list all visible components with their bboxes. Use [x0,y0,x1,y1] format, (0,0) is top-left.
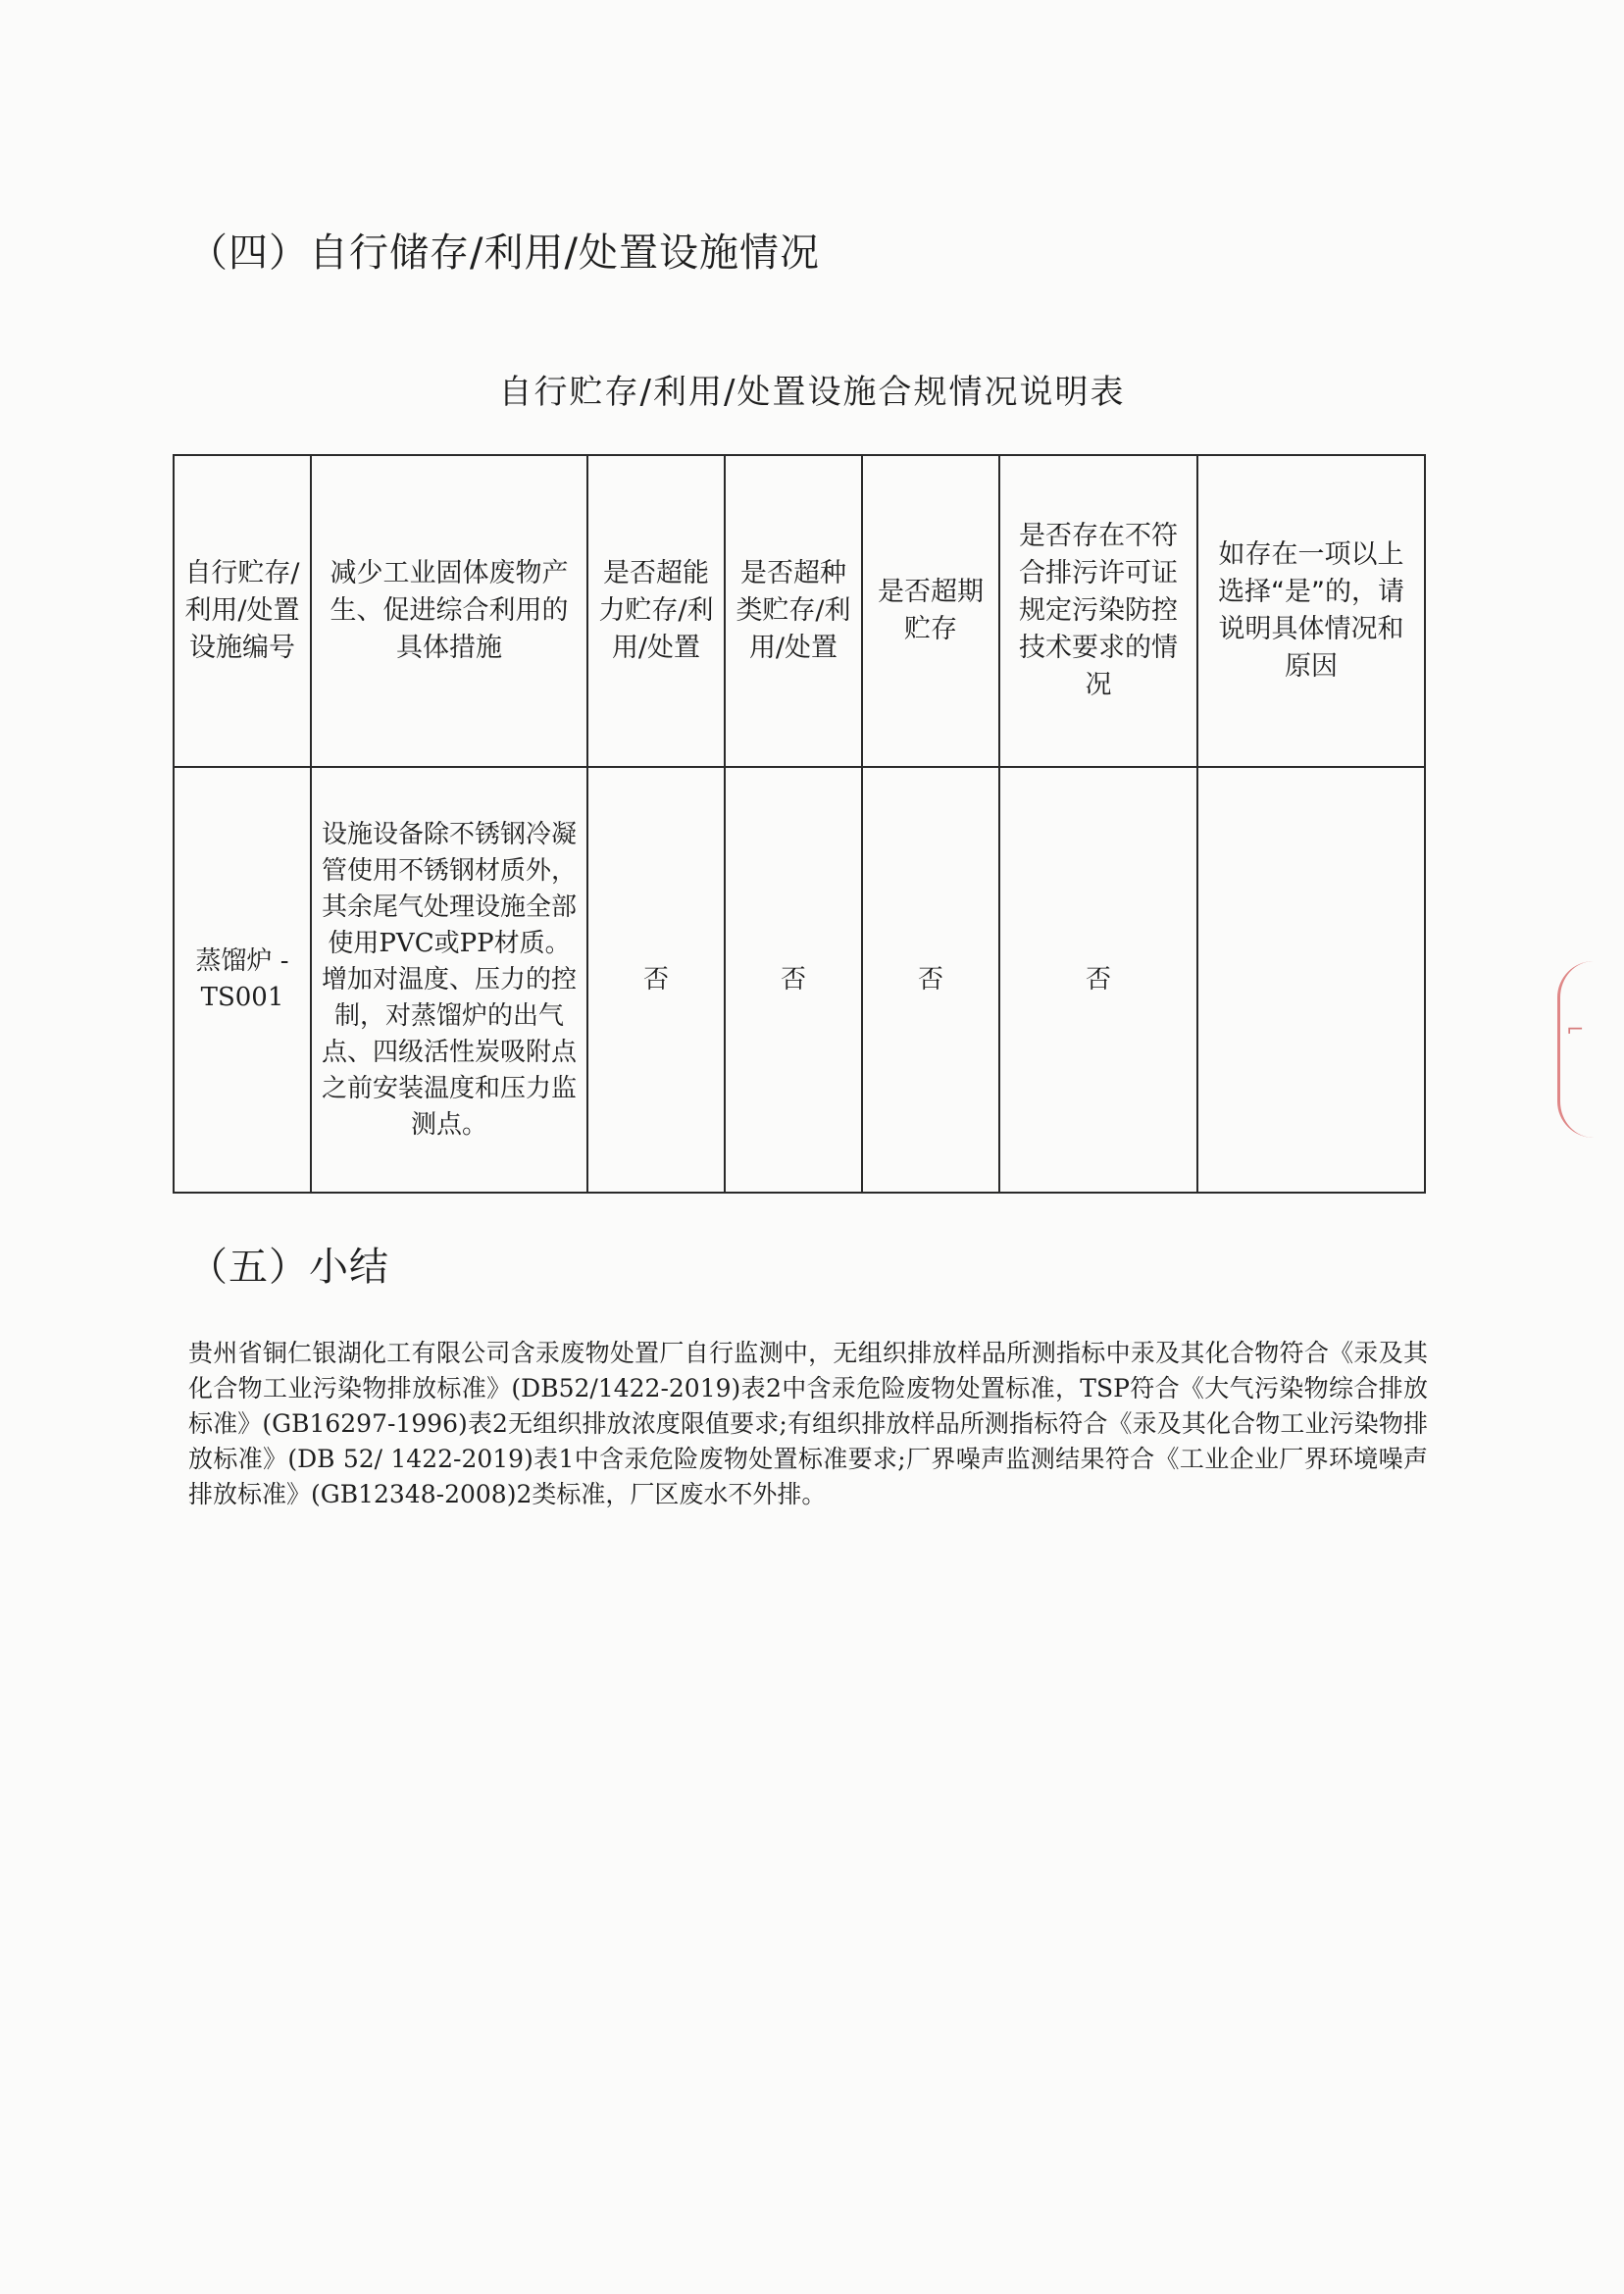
header-over-period: 是否超期贮存 [862,455,999,767]
section-heading-facilities: （四）自行储存/利用/处置设施情况 [188,230,820,276]
section-heading-summary: （五）小结 [188,1245,389,1290]
header-over-type: 是否超种类贮存/利用/处置 [725,455,862,767]
cell-facility-id: 蒸馏炉 - TS001 [174,767,311,1193]
header-facility-id: 自行贮存/利用/处置设施编号 [174,455,311,767]
header-over-capacity: 是否超能力贮存/利用/处置 [587,455,725,767]
header-measures: 减少工业固体废物产生、促进综合利用的具体措施 [311,455,587,767]
cell-over-type: 否 [725,767,862,1193]
table-row [174,767,1425,1193]
table-header-row [174,455,1425,767]
cell-non-compliant: 否 [999,767,1197,1193]
cell-over-period: 否 [862,767,999,1193]
table-title: 自行贮存/利用/处置设施合规情况说明表 [498,373,1126,412]
cell-explanation [1197,767,1425,1193]
summary-paragraph: 贵州省铜仁银湖化工有限公司含汞废物处置厂自行监测中，无组织排放样品所测指标中汞及其化合物符合《汞及其化合物工业污染物排放标准》(DB52/1422-2019)表2中含汞危险废物处置标准，TSP符合《大气污染物综合排放标准》(GB16297-1996)表2无组织排放浓度限值要求;有组织排放样品所测指标符合《汞及其化合物工业污染物排放标准》(DB 52/ 1422-2019)表1中含汞危险废物处置标准要求;厂界噪声监测结果符合《工业企业厂界环境噪声排放标准》(GB12348-2008)2类标准，厂区废水不外排。 [188,1339,1428,1508]
cell-over-capacity: 否 [587,767,725,1193]
header-non-compliant: 是否存在不符合排污许可证规定污染防控技术要求的情况 [999,455,1197,767]
cell-measures: 设施设备除不锈钢冷凝管使用不锈钢材质外，其余尾气处理设施全部使用PVC或PP材质。增加对温度、压力的控制，对蒸馏炉的出气点、四级活性炭吸附点之前安装温度和压力监测点。 [311,767,587,1193]
seal-stamp-fragment: ⌐ [1557,961,1594,1138]
header-explanation: 如存在一项以上选择“是”的，请说明具体情况和原因 [1197,455,1425,767]
compliance-table [173,454,1426,1194]
